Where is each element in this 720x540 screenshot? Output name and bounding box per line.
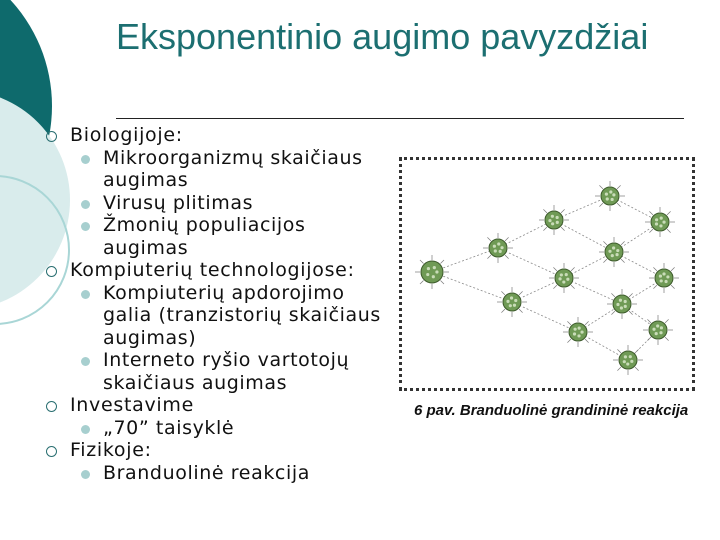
list-item: Žmonių populiacijos augimas xyxy=(42,214,392,259)
chain-reaction-figure xyxy=(399,157,695,391)
dot-bullet-icon xyxy=(81,290,90,299)
list-item: Virusų plitimas xyxy=(42,192,392,215)
list-item: Branduolinė reakcija xyxy=(42,462,392,485)
ring-bullet-icon xyxy=(46,401,57,412)
slide-title: Eksponentinio augimo pavyzdžiai xyxy=(116,16,649,57)
section-heading-computing: Kompiuterių technologijose: xyxy=(42,259,392,282)
section-heading-physics: Fizikoje: xyxy=(42,439,392,462)
figure-caption: 6 pav. Branduolinė grandininė reakcija xyxy=(414,402,689,419)
list-item: „70” taisyklė xyxy=(42,417,392,440)
dot-bullet-icon xyxy=(81,357,90,366)
list-item: Mikroorganizmų skaičiaus augimas xyxy=(42,147,392,192)
ring-bullet-icon xyxy=(46,446,57,457)
title-divider xyxy=(116,118,684,119)
ring-bullet-icon xyxy=(46,131,57,142)
bullet-list xyxy=(42,124,392,484)
dot-bullet-icon xyxy=(81,470,90,479)
dot-bullet-icon xyxy=(81,425,90,434)
dot-bullet-icon xyxy=(81,222,90,231)
list-item: Kompiuterių apdorojimo galia (tranzistorių skaičiaus augimas) xyxy=(42,282,392,350)
list-item: Interneto ryšio vartotojų skaičiaus augimas xyxy=(42,349,392,394)
ring-bullet-icon xyxy=(46,266,57,277)
chain-reaction-illustration xyxy=(402,160,692,388)
section-heading-investing: Investavime xyxy=(42,394,392,417)
section-heading-biology: Biologijoje: xyxy=(42,124,392,147)
dot-bullet-icon xyxy=(81,200,90,209)
dot-bullet-icon xyxy=(81,155,90,164)
